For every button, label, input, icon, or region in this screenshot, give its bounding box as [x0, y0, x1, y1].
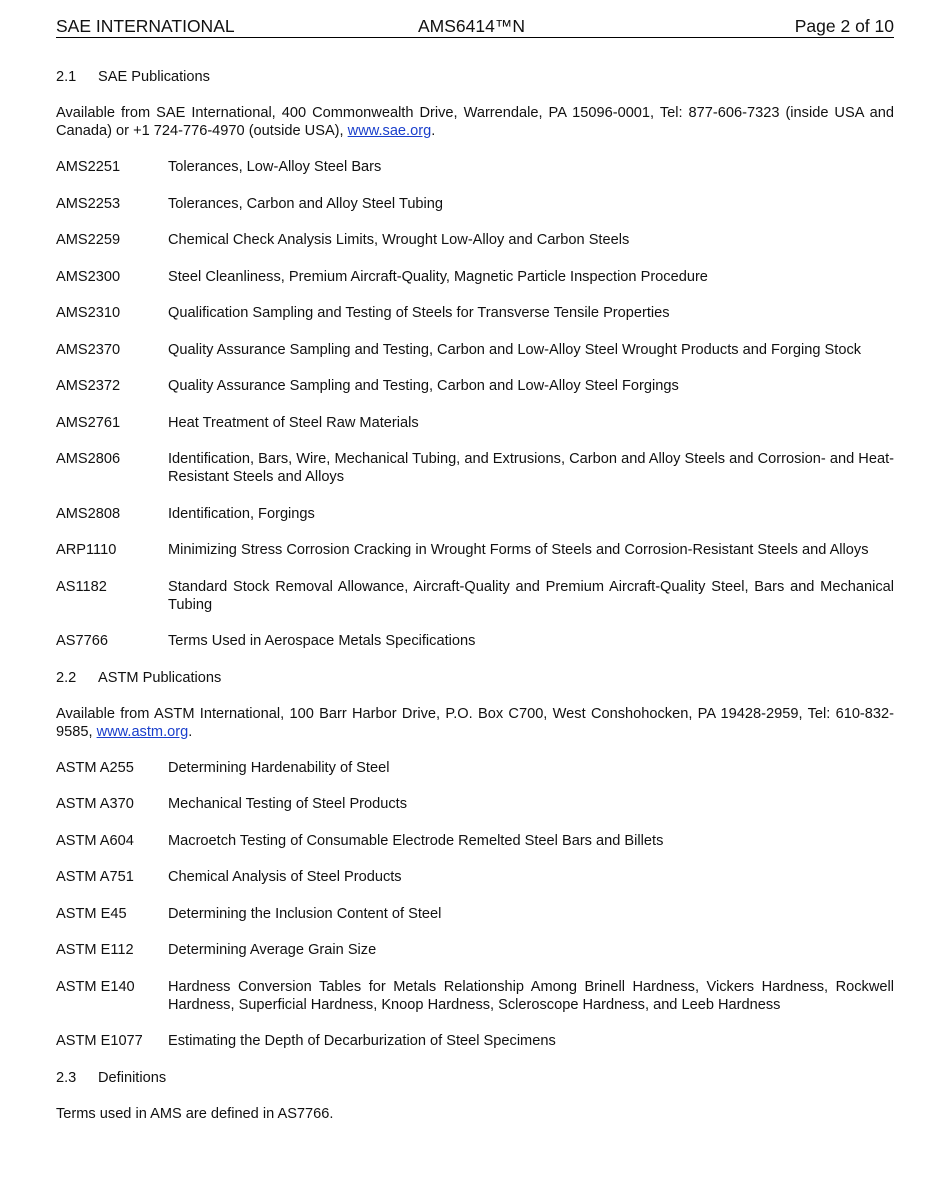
- reference-title: Quality Assurance Sampling and Testing, Carbon and Low-Alloy Steel Wrought Products and Forging Stock: [168, 341, 862, 358]
- astm-website-link[interactable]: www.astm.org: [96, 723, 189, 740]
- reference-item: [56, 304, 894, 322]
- reference-item: [56, 505, 894, 523]
- header-org: SAE INTERNATIONAL: [56, 16, 235, 36]
- reference-title: Hardness Conversion Tables for Metals Relationship Among Brinell Hardness, Vickers Hardness, Rockwell Hardness, Superficial Hardness, Knoop Hardness, Scleroscope Hardness, and Leeb Hardness: [168, 978, 894, 1013]
- astm-reference-list: [56, 759, 894, 1051]
- reference-code: AS1182: [56, 578, 107, 595]
- reference-code: AMS2808: [56, 505, 121, 522]
- reference-code: AMS2251: [56, 159, 121, 175]
- reference-code: ARP1110: [56, 542, 117, 558]
- reference-title: Heat Treatment of Steel Raw Materials: [168, 414, 419, 431]
- reference-code: AS7766: [56, 633, 108, 649]
- reference-title: Terms Used in Aerospace Metals Specifications: [168, 633, 476, 649]
- reference-code: AMS2300: [56, 268, 121, 285]
- reference-code: AMS2806: [56, 451, 121, 467]
- reference-code: ASTM E112: [56, 942, 134, 958]
- reference-title: Standard Stock Removal Allowance, Aircraft-Quality and Premium Aircraft-Quality Steel, Bars and Mechanical Tubing: [168, 578, 894, 613]
- reference-code: AMS2259: [56, 232, 121, 248]
- reference-title: Tolerances, Low-Alloy Steel Bars: [168, 159, 382, 175]
- reference-title: Identification, Bars, Wire, Mechanical Tubing, and Extrusions, Carbon and Alloy Steels and Corrosion- and Heat-Resistant Steels and Alloys: [168, 451, 894, 485]
- sae-availability: [56, 104, 894, 140]
- page-header: [56, 15, 894, 38]
- reference-code: AMS2310: [56, 305, 121, 321]
- availability-trail: .: [431, 123, 436, 139]
- reference-item: [56, 195, 894, 213]
- reference-code: ASTM A255: [56, 759, 134, 776]
- reference-item: [56, 632, 894, 650]
- section-title: ASTM Publications: [98, 669, 222, 686]
- reference-code: AMS2253: [56, 195, 121, 212]
- section-number: 2.1: [56, 69, 77, 85]
- section-title: SAE Publications: [98, 69, 210, 85]
- reference-code: AMS2372: [56, 378, 121, 394]
- header-doc-id: AMS6414™N: [418, 16, 525, 36]
- availability-text: Available from ASTM International, 100 Barr Harbor Drive, P.O. Box C700, West Conshohocken, PA 19428-2959, Tel: 610-832-9585,: [56, 705, 894, 740]
- reference-code: ASTM E45: [56, 905, 127, 922]
- reference-title: Identification, Forgings: [168, 505, 315, 522]
- definitions-text: Terms used in AMS are defined in AS7766.: [56, 1105, 334, 1122]
- reference-title: Determining the Inclusion Content of Steel: [168, 905, 442, 922]
- reference-item: [56, 541, 894, 559]
- reference-item: [56, 377, 894, 395]
- reference-title: Chemical Analysis of Steel Products: [168, 869, 402, 885]
- section-number: 2.3: [56, 1069, 77, 1086]
- reference-item: [56, 795, 894, 813]
- section-heading-sae: [56, 68, 894, 86]
- reference-code: ASTM E1077: [56, 1033, 143, 1049]
- reference-item: [56, 832, 894, 850]
- reference-title: Estimating the Depth of Decarburization of Steel Specimens: [168, 1033, 556, 1049]
- sae-reference-list: [56, 158, 894, 650]
- reference-code: ASTM A370: [56, 796, 134, 812]
- reference-item: [56, 941, 894, 959]
- section-title: Definitions: [98, 1069, 167, 1086]
- reference-title: Determining Average Grain Size: [168, 942, 377, 958]
- reference-title: Chemical Check Analysis Limits, Wrought Low-Alloy and Carbon Steels: [168, 232, 630, 248]
- reference-code: ASTM A604: [56, 832, 134, 849]
- reference-item: [56, 414, 894, 432]
- reference-title: Qualification Sampling and Testing of Steels for Transverse Tensile Properties: [168, 305, 670, 321]
- section-number: 2.2: [56, 669, 77, 686]
- reference-title: Steel Cleanliness, Premium Aircraft-Quality, Magnetic Particle Inspection Procedure: [168, 268, 708, 285]
- reference-item: [56, 1032, 894, 1050]
- reference-item: [56, 450, 894, 486]
- availability-text: Available from SAE International, 400 Commonwealth Drive, Warrendale, PA 15096-0001, Tel: 877-606-7323 (inside USA and Canada) or +1 724-776-4970 (outside USA),: [56, 105, 894, 139]
- document-body: [56, 68, 894, 1141]
- reference-title: Minimizing Stress Corrosion Cracking in Wrought Forms of Steels and Corrosion-Resistant Steels and Alloys: [168, 542, 869, 558]
- reference-code: AMS2761: [56, 414, 121, 431]
- reference-code: ASTM E140: [56, 978, 135, 995]
- astm-availability: [56, 705, 894, 741]
- section-heading-astm: [56, 669, 894, 687]
- section-heading-definitions: [56, 1069, 894, 1087]
- reference-title: Macroetch Testing of Consumable Electrode Remelted Steel Bars and Billets: [168, 832, 664, 849]
- reference-title: Determining Hardenability of Steel: [168, 759, 390, 776]
- reference-item: [56, 978, 894, 1014]
- reference-item: [56, 868, 894, 886]
- reference-item: [56, 759, 894, 777]
- reference-code: ASTM A751: [56, 869, 134, 885]
- reference-code: AMS2370: [56, 341, 121, 358]
- sae-website-link[interactable]: www.sae.org: [347, 123, 432, 139]
- reference-item: [56, 158, 894, 176]
- reference-item: [56, 578, 894, 614]
- reference-title: Mechanical Testing of Steel Products: [168, 796, 408, 812]
- reference-item: [56, 905, 894, 923]
- reference-title: Tolerances, Carbon and Alloy Steel Tubing: [168, 195, 444, 212]
- reference-item: [56, 268, 894, 286]
- reference-item: [56, 231, 894, 249]
- reference-title: Quality Assurance Sampling and Testing, Carbon and Low-Alloy Steel Forgings: [168, 378, 679, 394]
- reference-item: [56, 341, 894, 359]
- availability-trail: .: [188, 723, 193, 740]
- header-page-number: Page 2 of 10: [794, 16, 894, 36]
